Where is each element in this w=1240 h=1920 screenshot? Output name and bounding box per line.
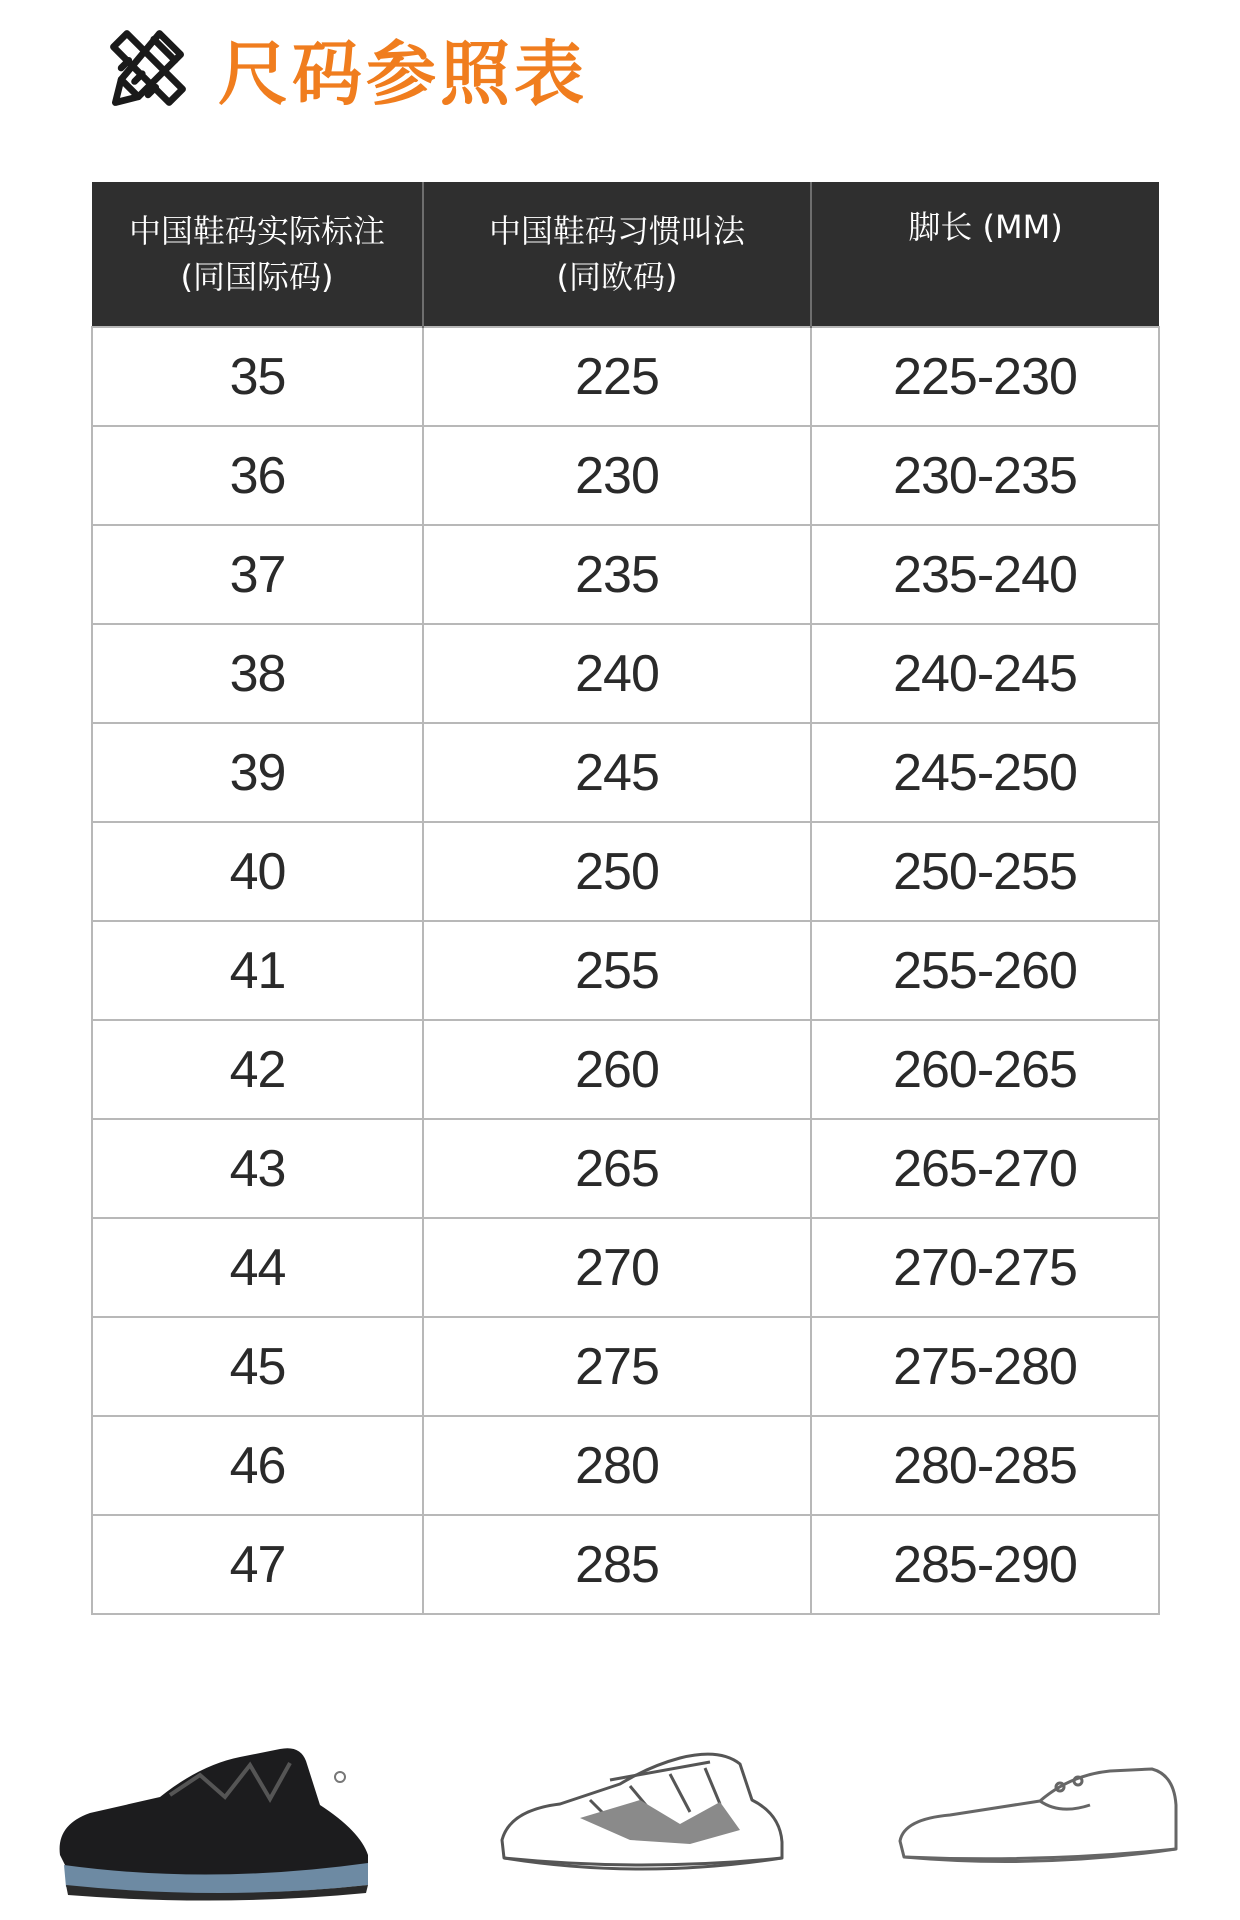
table-row [92, 1119, 1159, 1218]
cell-cn-common-size: 260 [423, 1020, 811, 1119]
cell-cn-common-size: 250 [423, 822, 811, 921]
cell-foot-length: 265-270 [811, 1119, 1159, 1218]
table-row [92, 921, 1159, 1020]
cell-cn-common-size: 265 [423, 1119, 811, 1218]
cell-foot-length: 270-275 [811, 1218, 1159, 1317]
table-row [92, 525, 1159, 624]
cell-foot-length: 245-250 [811, 723, 1159, 822]
header-cn-size: 中国鞋码实际标注 (同国际码) [92, 182, 423, 327]
cell-cn-common-size: 225 [423, 327, 811, 426]
cell-foot-length: 235-240 [811, 525, 1159, 624]
cell-foot-length: 280-285 [811, 1416, 1159, 1515]
table-row [92, 822, 1159, 921]
table-row [92, 723, 1159, 822]
page-title: 尺码参照表 [218, 32, 588, 115]
size-chart-table [91, 182, 1160, 1615]
cell-foot-length: 240-245 [811, 624, 1159, 723]
cell-foot-length: 260-265 [811, 1020, 1159, 1119]
shoe-illustrations [0, 1715, 1240, 1920]
cell-foot-length: 275-280 [811, 1317, 1159, 1416]
cell-foot-length: 225-230 [811, 327, 1159, 426]
black-safety-shoe-image [50, 1735, 380, 1905]
cell-cn-common-size: 275 [423, 1317, 811, 1416]
cell-cn-size: 41 [92, 921, 423, 1020]
cell-foot-length: 230-235 [811, 426, 1159, 525]
cell-cn-size: 46 [92, 1416, 423, 1515]
cell-cn-size: 45 [92, 1317, 423, 1416]
table-header-row [92, 182, 1159, 327]
cell-foot-length: 255-260 [811, 921, 1159, 1020]
cell-cn-common-size: 285 [423, 1515, 811, 1614]
cell-cn-common-size: 270 [423, 1218, 811, 1317]
header-cn-common-size: 中国鞋码习惯叫法 (同欧码) [423, 182, 811, 327]
cell-cn-size: 47 [92, 1515, 423, 1614]
cell-cn-size: 40 [92, 822, 423, 921]
cell-cn-size: 44 [92, 1218, 423, 1317]
cell-cn-common-size: 255 [423, 921, 811, 1020]
cell-cn-size: 35 [92, 327, 423, 426]
cell-cn-common-size: 230 [423, 426, 811, 525]
table-row [92, 327, 1159, 426]
sneaker-outline-icon [490, 1740, 790, 1890]
size-table-body [92, 327, 1159, 1614]
table-row [92, 1218, 1159, 1317]
table-row [92, 1317, 1159, 1416]
cell-cn-common-size: 240 [423, 624, 811, 723]
cell-cn-common-size: 245 [423, 723, 811, 822]
cell-cn-size: 36 [92, 426, 423, 525]
cell-cn-size: 43 [92, 1119, 423, 1218]
cell-foot-length: 285-290 [811, 1515, 1159, 1614]
table-row [92, 1020, 1159, 1119]
cell-cn-size: 42 [92, 1020, 423, 1119]
cell-cn-common-size: 280 [423, 1416, 811, 1515]
dress-shoe-outline-icon [890, 1745, 1190, 1895]
pencil-ruler-icon [100, 20, 196, 116]
table-row [92, 1515, 1159, 1614]
cell-cn-size: 38 [92, 624, 423, 723]
table-row [92, 624, 1159, 723]
cell-cn-common-size: 235 [423, 525, 811, 624]
header-foot-length: 脚长 (MM) [811, 182, 1159, 327]
cell-cn-size: 39 [92, 723, 423, 822]
page-title-row [100, 18, 588, 118]
table-row [92, 426, 1159, 525]
cell-cn-size: 37 [92, 525, 423, 624]
table-row [92, 1416, 1159, 1515]
cell-foot-length: 250-255 [811, 822, 1159, 921]
